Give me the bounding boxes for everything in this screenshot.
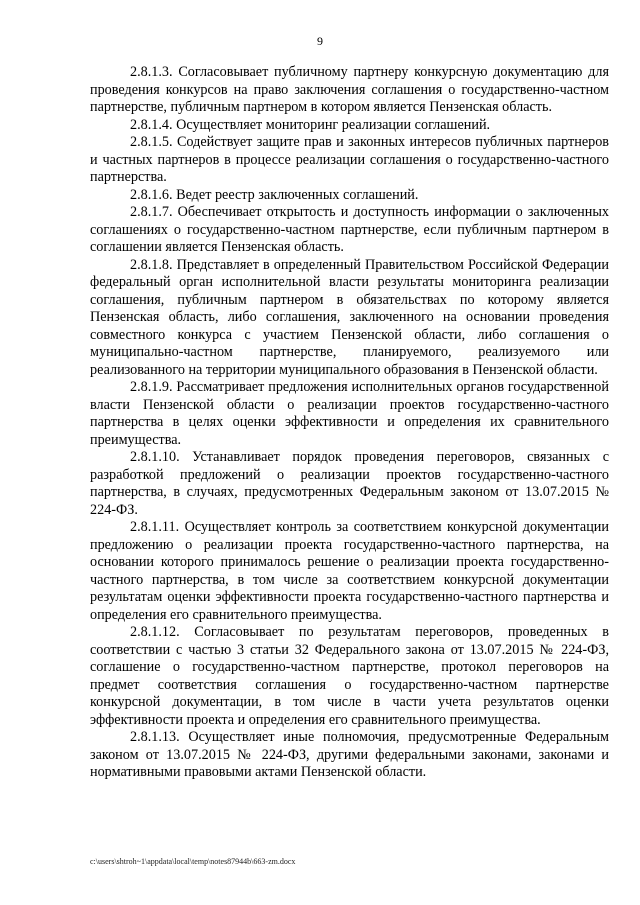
paragraph-2-8-1-13: 2.8.1.13. Осуществляет иные полномочия, предусмотренные Федеральным законом от 13.07.2015 № 224-ФЗ, другими федеральными законами, законами и нормативными правовыми актами Пензенской области. (90, 729, 609, 780)
page-number: 9 (317, 34, 323, 48)
document-body (90, 64, 609, 782)
paragraph-2-8-1-3: 2.8.1.3. Согласовывает публичному партнеру конкурсную документацию для проведения конкурсов на право заключения соглашения о государственно-частном партнерстве, публичным партнером в котором является Пензенская область. (90, 64, 609, 115)
paragraph-2-8-1-9: 2.8.1.9. Рассматривает предложения исполнительных органов государственной власти Пензенской области о реализации проектов государственно-частного партнерства в целях оценки эффективности и определения их сравнительного преимущества. (90, 379, 609, 448)
paragraph-2-8-1-10: 2.8.1.10. Устанавливает порядок проведения переговоров, связанных с разработкой предложений о реализации проектов государственно-частного партнерства, в случаях, предусмотренных Федеральным законом от 13.07.2015 № 224-ФЗ. (90, 449, 609, 518)
paragraph-2-8-1-4: 2.8.1.4. Осуществляет мониторинг реализации соглашений. (130, 116, 491, 133)
paragraph-2-8-1-5: 2.8.1.5. Содействует защите прав и законных интересов публичных партнеров и частных партнеров в процессе реализации соглашения о государственно-частного партнерства. (90, 134, 609, 185)
footer-file-path: c:\users\shtroh~1\appdata\local\temp\notes87944b\663-zm.docx (90, 857, 296, 866)
paragraph-2-8-1-7: 2.8.1.7. Обеспечивает открытость и доступность информации о заключенных соглашениях о государственно-частном партнерстве, если публичным партнером в соглашении является Пензенская область. (90, 204, 609, 255)
paragraph-2-8-1-8: 2.8.1.8. Представляет в определенный Правительством Российской Федерации федеральный орган исполнительной власти результаты мониторинга реализации соглашения, публичным партнером в обязательствах по которому является Пензенская область, либо соглашения, заключенного на основании проведения совместного конкурса с участием Пензенской области, либо соглашения о муниципально-частном партнерстве, планируемого, реализуемого или реализованного на территории муниципального образования в Пензенской области. (90, 256, 609, 378)
paragraph-2-8-1-6: 2.8.1.6. Ведет реестр заключенных соглашений. (130, 186, 419, 203)
paragraph-2-8-1-11: 2.8.1.11. Осуществляет контроль за соответствием конкурсной документации предложению о реализации проекта государственно-частного партнерства, на основании которого принималось решение о реализации проекта государственно-частного партнерства, в том числе за соответствием конкурсной документации результатам оценки эффективности проекта государственно-частного партнерства и определения его сравнительного преимущества. (90, 519, 609, 623)
paragraph-2-8-1-12: 2.8.1.12. Согласовывает по результатам переговоров, проведенных в соответствии с частью 3 статьи 32 Федерального закона от 13.07.2015 № 224-ФЗ, соглашение о государственно-частном партнерстве, протокол переговоров на предмет соответствия соглашения о государственно-частном партнерстве конкурсной документации, в том числе в части учета результатов оценки эффективности проекта и определения его сравнительного преимущества. (90, 624, 609, 728)
